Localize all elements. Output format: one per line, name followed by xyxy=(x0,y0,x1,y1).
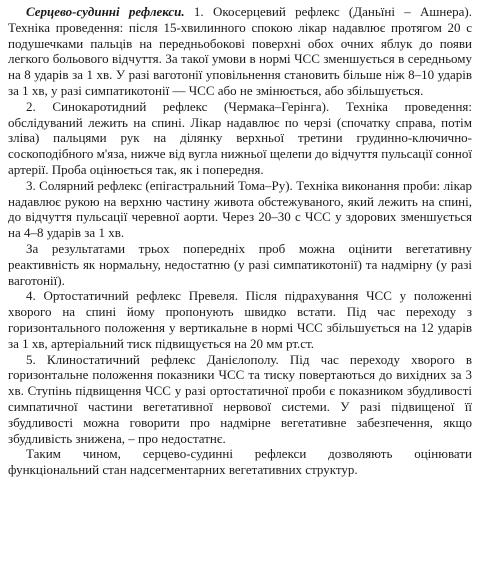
paragraph-conclusion: Таким чином, серцево-судинні рефлекси дозволяють оцінювати функціональний стан надсегментарних вегетативних структур. xyxy=(8,446,472,478)
paragraph-clinostatic-reflex: 5. Клиностатичний рефлекс Данієлополу. Під час переходу хворого в горизонтальне положення показники ЧСС та тиску повертаються до вихідних за 3 хв. Ступінь підвищення ЧСС у разі ортостатичної проби є показником збудливості симпатичної частини вегетативної нервової системи. У разі підвищеної її збудливості можна говорити про надмірне вегетативне забезпечення, якщо збудливість знижена, – про недостатнє. xyxy=(8,351,472,446)
paragraph-reactivity-summary: За результатами трьох попередніх проб можна оцінити вегетативну реактивність як нормальну, недостатню (у разі симпатикотонії) та надмірну (у разі ваготонії). xyxy=(8,240,472,288)
paragraph-text: 1. Окосерцевий рефлекс (Даньїні – Ашнера). Техніка проведення: після 15-хвилинного спокою лікар надавлює протягом 20 с подушечками пальців на передньобокові поверхні обох очних яблук до появи легкого больового відчуття. За такої умови в нормі ЧСС зменшується в середньому на 8 ударів за 1 хв. У разі ваготонії уповільнення становить більше ніж 8–10 ударів за 1 хв, у разі симпатикотонії — ЧСС або не змінюється, або збільшується. xyxy=(8,4,472,98)
paragraph-solar-reflex: 3. Солярний рефлекс (епігастральний Тома–Ру). Техніка виконання проби: лікар надавлює рукою на верхню частину живота обстежуваного, який лежить на спині, до відчуття пульсації черевної аорти. Через 20–30 с ЧСС у здорових зменшується на 4–8 ударів за 1 хв. xyxy=(8,177,472,241)
paragraph-orthostatic-reflex: 4. Ортостатичний рефлекс Превеля. Після підрахування ЧСС у положенні хворого на спині йому пропонують швидко встати. Під час переходу з горизонтального положення у вертикальне в нормі ЧСС збільшується на 12 ударів за 1 хв, артеріальний тиск підвищується на 20 мм рт.ст. xyxy=(8,288,472,351)
paragraph-sinocarotid-reflex: 2. Синокаротидний рефлекс (Чермака–Герінга). Техніка проведення: обслідуваний лежить на спині. Лікар надавлює по черзі (спочатку справа, потім зліва) пальцями рук на ділянку верхньої третини грудинно-ключично-соскоподібного м'яза, нижче від вугла нижньої щелепи до відчуття пульсації сонної артерії. Проба оцінюється так, як і попередня. xyxy=(8,98,472,177)
section-heading: Серцево-судинні рефлекси. xyxy=(26,4,185,19)
paragraph-oculocardiac-reflex xyxy=(8,4,472,99)
